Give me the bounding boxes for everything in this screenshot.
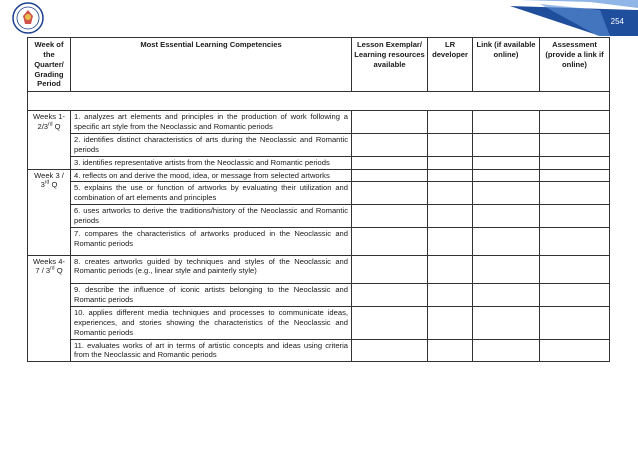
empty-cell (473, 227, 540, 255)
header-assessment: Assessment (provide a link if online) (540, 38, 610, 92)
table-header-row (28, 38, 610, 92)
competency-cell: 8. creates artworks guided by techniques and styles of the Neoclassic and Romantic periods (e.g., linear style and painterly style) (71, 255, 352, 284)
empty-cell (352, 169, 428, 182)
empty-cell (428, 169, 473, 182)
table-row (28, 307, 610, 340)
header-competency: Most Essential Learning Competencies (71, 38, 352, 92)
empty-cell (428, 307, 473, 340)
competency-cell: 9. describe the influence of iconic artists belonging to the Neoclassic and Romantic periods (71, 284, 352, 307)
table-row (28, 169, 610, 182)
empty-cell (352, 156, 428, 169)
empty-cell (473, 134, 540, 157)
blank-row (28, 92, 610, 111)
empty-cell (473, 111, 540, 134)
competency-cell: 7. compares the characteristics of artworks produced in the Neoclassic and Romantic periods (71, 227, 352, 255)
empty-cell (428, 255, 473, 284)
week-cell: Weeks 4- 7 / 3rd Q (28, 255, 71, 362)
empty-cell (540, 205, 610, 228)
empty-cell (428, 284, 473, 307)
empty-cell (473, 307, 540, 340)
table-row (28, 205, 610, 228)
competency-cell: 4. reflects on and derive the mood, idea, or message from selected artworks (71, 169, 352, 182)
deped-seal-icon (12, 2, 44, 34)
empty-cell (352, 307, 428, 340)
header-link: Link (if available online) (473, 38, 540, 92)
header-lr-developer: LR developer (428, 38, 473, 92)
banner-light-stripe (520, 0, 638, 8)
competency-cell: 5. explains the use or function of artworks by evaluating their utilization and combination of art elements and principles (71, 182, 352, 205)
page-number: 254 (610, 17, 624, 26)
competency-cell: 10. applies different media techniques and processes to communicate ideas, experiences, and stories showing the characteristics of the Neoclassic and Romantic periods (71, 307, 352, 340)
empty-cell (473, 169, 540, 182)
competency-cell: 6. uses artworks to derive the traditions/history of the Neoclassic and Romantic periods (71, 205, 352, 228)
blank-cell (28, 92, 610, 111)
empty-cell (352, 255, 428, 284)
empty-cell (352, 205, 428, 228)
empty-cell (428, 134, 473, 157)
table-row (28, 134, 610, 157)
table-row (28, 255, 610, 284)
empty-cell (473, 255, 540, 284)
empty-cell (473, 339, 540, 362)
empty-cell (540, 227, 610, 255)
empty-cell (352, 134, 428, 157)
empty-cell (540, 156, 610, 169)
table-row (28, 339, 610, 362)
empty-cell (540, 169, 610, 182)
empty-cell (540, 111, 610, 134)
empty-cell (428, 156, 473, 169)
empty-cell (352, 227, 428, 255)
empty-cell (352, 111, 428, 134)
melc-table (27, 37, 610, 362)
empty-cell (540, 307, 610, 340)
empty-cell (428, 339, 473, 362)
empty-cell (473, 205, 540, 228)
empty-cell (540, 134, 610, 157)
empty-cell (473, 156, 540, 169)
table-row (28, 284, 610, 307)
competency-cell: 11. evaluates works of art in terms of artistic concepts and ideas using criteria from the Neoclassic and Romantic periods (71, 339, 352, 362)
empty-cell (540, 255, 610, 284)
empty-cell (428, 182, 473, 205)
table-row (28, 111, 610, 134)
table-row (28, 182, 610, 205)
competency-cell: 2. identifies distinct characteristics of arts during the Neoclassic and Romantic periods (71, 134, 352, 157)
table-row (28, 227, 610, 255)
empty-cell (352, 182, 428, 205)
table-row (28, 156, 610, 169)
empty-cell (473, 182, 540, 205)
week-cell: Weeks 1- 2/3rd Q (28, 111, 71, 169)
header-lesson: Lesson Exemplar/ Learning resources available (352, 38, 428, 92)
competency-cell: 1. analyzes art elements and principles in the production of work following a specific art style from the Neoclassic and Romantic periods (71, 111, 352, 134)
empty-cell (352, 284, 428, 307)
empty-cell (352, 339, 428, 362)
competency-cell: 3. identifies representative artists from the Neoclassic and Romantic periods (71, 156, 352, 169)
empty-cell (540, 182, 610, 205)
header-week: Week of the Quarter/ Grading Period (28, 38, 71, 92)
empty-cell (428, 111, 473, 134)
empty-cell (473, 284, 540, 307)
week-cell: Week 3 / 3rd Q (28, 169, 71, 255)
header-banner (0, 0, 638, 36)
empty-cell (540, 339, 610, 362)
empty-cell (540, 284, 610, 307)
empty-cell (428, 227, 473, 255)
empty-cell (428, 205, 473, 228)
